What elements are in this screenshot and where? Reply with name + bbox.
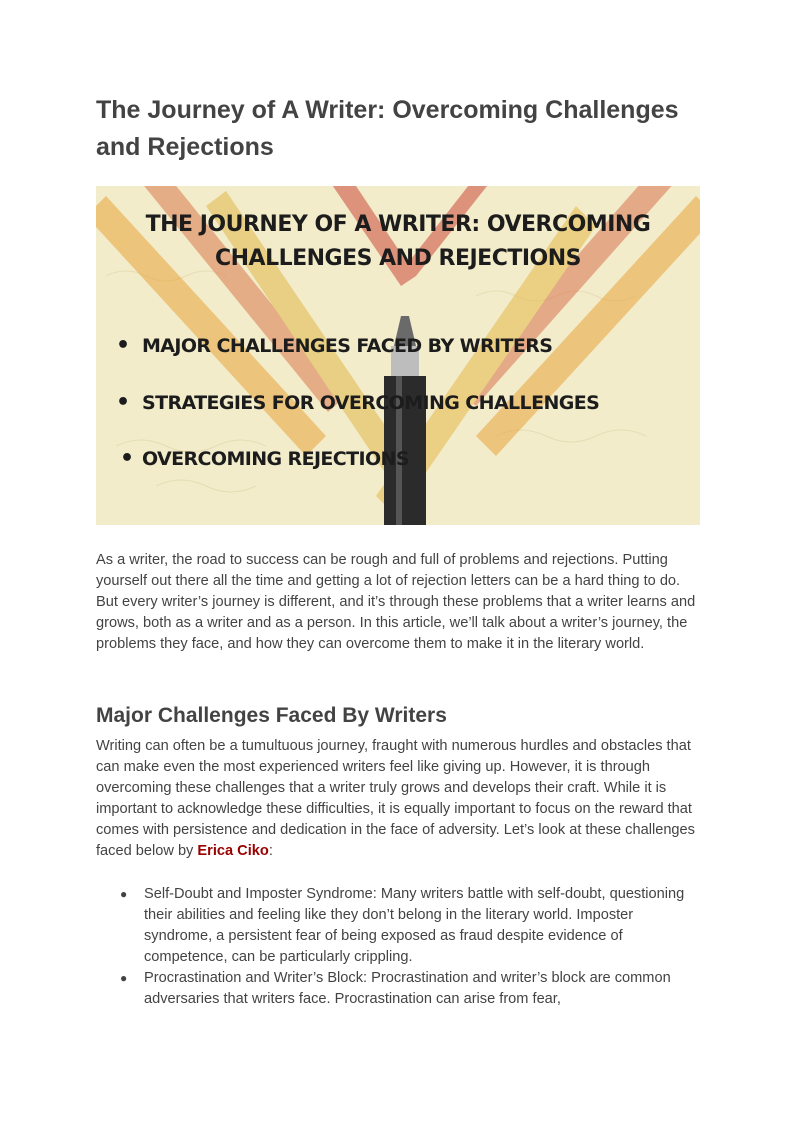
section-heading: Major Challenges Faced By Writers — [96, 704, 447, 727]
banner-topic-item: • MAJOR CHALLENGES FACED BY WRITERS — [116, 332, 599, 360]
bullet-icon: ● — [120, 887, 128, 901]
challenges-list — [96, 884, 702, 1010]
banner-topic-item: • STRATEGIES FOR OVERCOMING CHALLENGES — [116, 389, 599, 417]
banner-topic-list — [116, 332, 599, 473]
author-link[interactable]: Erica Ciko — [197, 843, 269, 859]
section-suffix: : — [268, 843, 273, 859]
list-item — [96, 968, 702, 1010]
section-body-text: Writing can often be a tumultuous journey, fraught with numerous hurdles and obstacles that can make even the most experienced writers feel like giving up. However, it is through overcoming these challenges that a writer truly grows and develops their craft. While it is important to acknowledge these difficulties, it is equally important to focus on the reward that comes with persistence and dedication in the face of adversity. Let’s look at these challenges faced below by — [96, 738, 695, 859]
list-item-text: Self-Doubt and Imposter Syndrome: Many writers battle with self-doubt, questioning their abilities and feeling like they don’t belong in the literary world. Imposter syndrome, a persistent fear of being exposed as fraud despite evidence of competence, can be particularly crippling. — [144, 886, 685, 965]
list-item-text: Procrastination and Writer’s Block: Procrastination and writer’s block are common adversaries that writers face. Procrastination can arise from fear, — [144, 970, 671, 1007]
bullet-icon: ● — [120, 971, 128, 985]
page-title: The Journey of A Writer: Overcoming Challenges and Rejections — [96, 96, 679, 161]
banner-heading: THE JOURNEY OF A WRITER: OVERCOMING CHALLENGES AND REJECTIONS — [145, 212, 651, 271]
hero-banner-image — [96, 186, 700, 525]
section-paragraph — [96, 736, 702, 862]
list-item — [96, 884, 702, 968]
banner-topic-item: • OVERCOMING REJECTIONS — [120, 445, 603, 473]
intro-paragraph: As a writer, the road to success can be rough and full of problems and rejections. Putting yourself out there all the time and getting a lot of rejection letters can be a hard thing to do. But every writer’s journey is different, and it’s through these problems that a writer learns and grows, both as a writer and as a person. In this article, we’ll talk about a writer’s journey, the problems they face, and how they can overcome them to make it in the literary world. — [96, 552, 696, 652]
